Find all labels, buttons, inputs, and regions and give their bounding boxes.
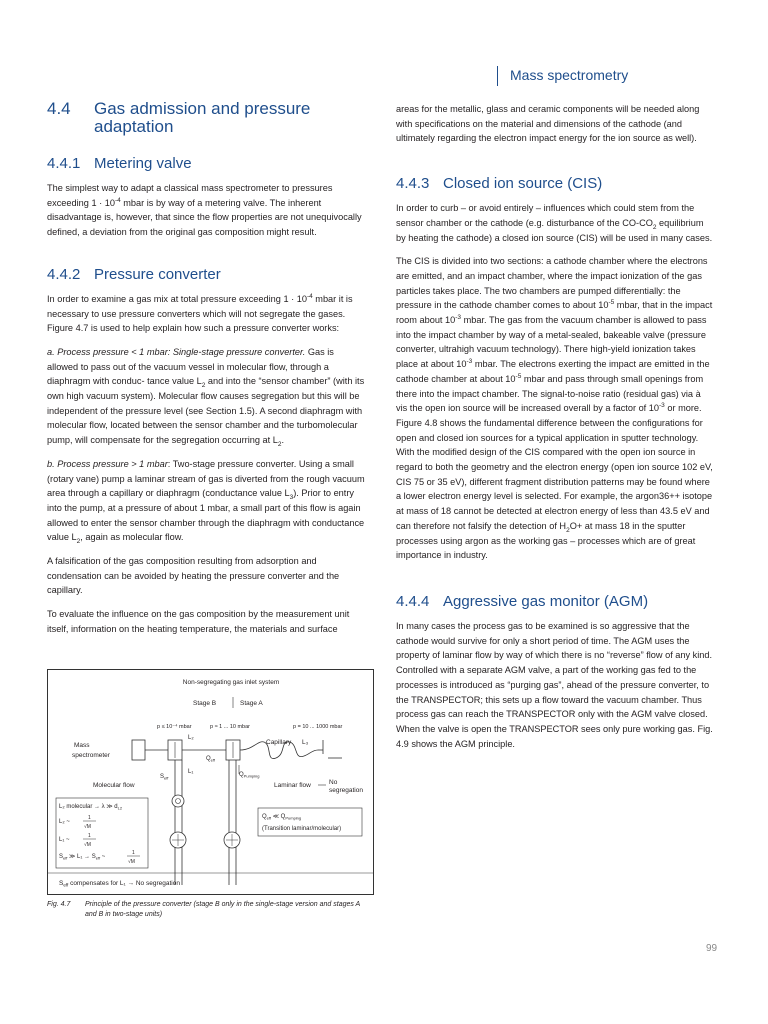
paragraph-cis-intro: In order to curb – or avoid entirely – influences which could stem from the sensor chamber or the cathode (e.g. disturbance of the $CO-CO_2$ equilibrium by heating the cathode) a closed ion source (CIS) will be used in many cases. [396,203,713,243]
section-title: Gas admission and pressure adaptation [94,99,311,136]
equation-3-denominator: √M [84,842,91,848]
figure-title: Non-segregating gas inlet system [182,679,280,686]
subsection-heading-444 [396,593,714,610]
molecular-flow-label: Molecular flow [93,782,135,789]
page-number: 99 [706,943,718,954]
paragraph-two-stage: b. Process pressure > 1 mbar: Two-stage pressure converter. Using a small (rotary vane) pump a laminar stream of gas is diverted from the rough vacuum area through a capillary or diaphragm (conductance value $L_3$). Prior to entry into the pump, at a pressure of about 1 mbar, a small part of this flow is again allowed to enter the sensor chamber through the diaphragm with conductance value $L_2$, again as molecular flow. [47,458,365,546]
no-segregation-label-1: No [329,779,338,786]
l3-label: L₃ [302,739,309,746]
equation-3: L₁ ~ [59,837,70,843]
right-column [396,102,714,751]
subsection-number: 4.4.1 [47,155,81,172]
figure-diagram [48,670,373,894]
paragraph-continued: areas for the metallic, glass and ceramic components will be needed along with specifications on the material and dimensions of the cathode (and ultimately regarding the electron impact energy for the ion source as well). [396,104,700,144]
l2-label: L₂ [188,735,194,741]
subsection-title: Closed ion source (CIS) [443,175,603,193]
paragraph-evaluate: To evaluate the influence on the gas composition by the measurement unit itself, information on the heating temperature, the materials and surface [47,609,350,634]
equation-4-denominator: √M [128,859,135,865]
capillary-label: Capillary [266,739,292,746]
subsection-title: Pressure converter [94,265,221,283]
stage-b-label: Stage B [193,700,217,707]
no-segregation-label-2: segregation [329,787,363,794]
qeff-label: $Q_{eff}$ [206,756,216,763]
mass-spectrometer-label-2: spectrometer [72,752,110,759]
equation-1: L₂ molecular → λ ≫ $d_{L2}$ [59,804,123,811]
pressure-mid-label: p ≈ 1 ... 10 mbar [210,724,251,730]
pressure-a-label: p = 10 ... 1000 mbar [293,724,343,730]
paragraph-cis-description: The CIS is divided into two sections: a cathode chamber where the electrons are emitted, and an impact chamber, where the impact ionization of the gas particles takes place. The two chambers are pumped differentially: the pressure in the cathode chamber comes to about $10^{-5}$ mbar, that in the impact room about $10^{-3}$ mbar. The gas from the vacuum chamber is allowed to pass into the impact chamber by way of a metal-sealed, bakeable valve (pressure converter, ultrahigh vacuum technology). There high-yield ionization takes place at about $10^{-3}$ mbar. The electrons exerting the impact are emitted in the cathode chamber at about $10^{-5}$ mbar and pass through small openings from there into the impact chamber. The signal-to-noise ratio (residual gas) via à vis the open ion source will be increased overall by a factor of $10^{-3}$ or more. Figure 4.8 shows the fundamental difference between the configurations for open and closed ion sources for a typical application in sputter technology. With the modified design of the CIS compared with the open ion source in regard to both the geometry and the electron energy (open ion source 102 eV, CIS 75 or 35 eV), different fragment distribution patterns may be found where a lower electron energy level is selected. For example, the argon36++ isotope at mass of 18 cannot be detected at electron energy of less than 43.5 eV and can therefore not falsify the detection of $H_2O+$ at mass 18 in the sputter processes using argon as the working gas – processes which are of great importance in industry. [396,256,713,561]
turbo-pump-icon [172,795,184,807]
l1-label: L₁ [188,769,194,775]
laminar-flow-label: Laminar flow [274,782,311,789]
paragraph-single-stage: a. Process pressure < 1 mbar: Single-stage pressure converter. Gas is allowed to pass out of the vacuum vessel in molecular flow, through a diaphragm with conduc- tance value $L_2$ and into the “sensor chamber” (with its own high vacuum system). Molecular flow causes segregation but this will be independent of the pressure level (see Section 1.5). A second diaphragm with molecular flow, located between the sensor chamber and the turbomolecular pump, will compensate for the segregation occurring at $L_2$. [47,346,365,448]
paragraph-falsification: A falsification of the gas composition resulting from adsorption and condensation can be avoided by heating the pressure converter and the capillary. [47,556,340,596]
transition-label: (Transition laminar/molecular) [262,826,342,832]
seff-label: $S_{eff}$ [160,774,169,781]
qeff-qpumping-relation: $Q_{eff}$ ≪ $Q_{Pumping}$ [262,814,302,821]
paragraph-agm: In many cases the process gas to be examined is so aggressive that the cathode would survive for only a short period of time. The AGM uses the property of laminar flow by way of which there is no “reverse” flow of any kind. Controlled with a separate AGM valve, a part of the working gas fed to the processes is introduced as “purging gas”, ahead of the pressure converter, to the TRANSPECTOR; this sets up a flow toward the vacuum chamber. Thus process gas can reach the TRANSPECTOR only with the AGM valve closed. When the valve is open the TRANSPECTOR sees only pure working gas. Fig. 4.9 shows the AGM principle. [396,620,713,749]
equation-2: L₂ ~ [59,819,70,825]
subsection-heading-442 [47,266,365,283]
subsection-number: 4.4.3 [396,175,430,193]
mass-spectrometer-label-1: Mass [74,742,90,749]
subsection-title: Aggressive gas monitor (AGM) [443,592,649,610]
figure-pressure-converter [47,669,374,895]
qpumping-label: $Q_{Pumping}$ [239,772,260,779]
section-heading [47,100,365,136]
subsection-number: 4.4.2 [47,265,81,283]
stage-a-label: Stage A [240,700,263,707]
subsection-heading-441 [47,155,365,172]
subsection-number: 4.4.4 [396,592,430,610]
paragraph-metering-valve: The simplest way to adapt a classical mass spectrometer to pressures exceeding $1 \cdot 10^{-4}$ mbar is by way of a metering valve. The inherent disadvantage is, however, that since the flow properties are not unequivocally defined, a deviation from the original gas composition might result. [47,183,362,238]
equation-3-numerator: 1 [88,833,91,839]
running-head: Mass spectrometry [497,66,628,86]
left-column [47,100,365,637]
section-number: 4.4 [47,99,71,118]
figure-label: Fig. 4.7 [47,901,71,908]
equation-2-denominator: √M [84,824,91,830]
figure-caption-text: Principle of the pressure converter (stage B only in the single-stage version and stages A and B in two-stage units) [85,901,360,918]
subsection-title: Metering valve [94,155,192,172]
paragraph-pressure-converter-intro: In order to examine a gas mix at total pressure exceeding $1 \cdot 10^{-4}$ mbar it is necessary to use pressure converters which will not segregate the gases. Figure 4.7 is used to help explain how such a pressure converter works: [47,292,353,334]
figure-caption [47,900,367,920]
mass-spec-box [132,740,145,760]
equation-4: $S_{eff}$ ≫ $L_1 \to S_{eff}$ ~ [59,854,106,861]
equation-2-numerator: 1 [88,815,91,821]
subsection-heading-443 [396,175,714,192]
compensation-note: $S_{eff}$ compensates for L₁ → No segregation [59,880,180,888]
pressure-b-label: p ≤ 10⁻⁴ mbar [157,724,192,730]
equation-4-numerator: 1 [132,850,135,856]
